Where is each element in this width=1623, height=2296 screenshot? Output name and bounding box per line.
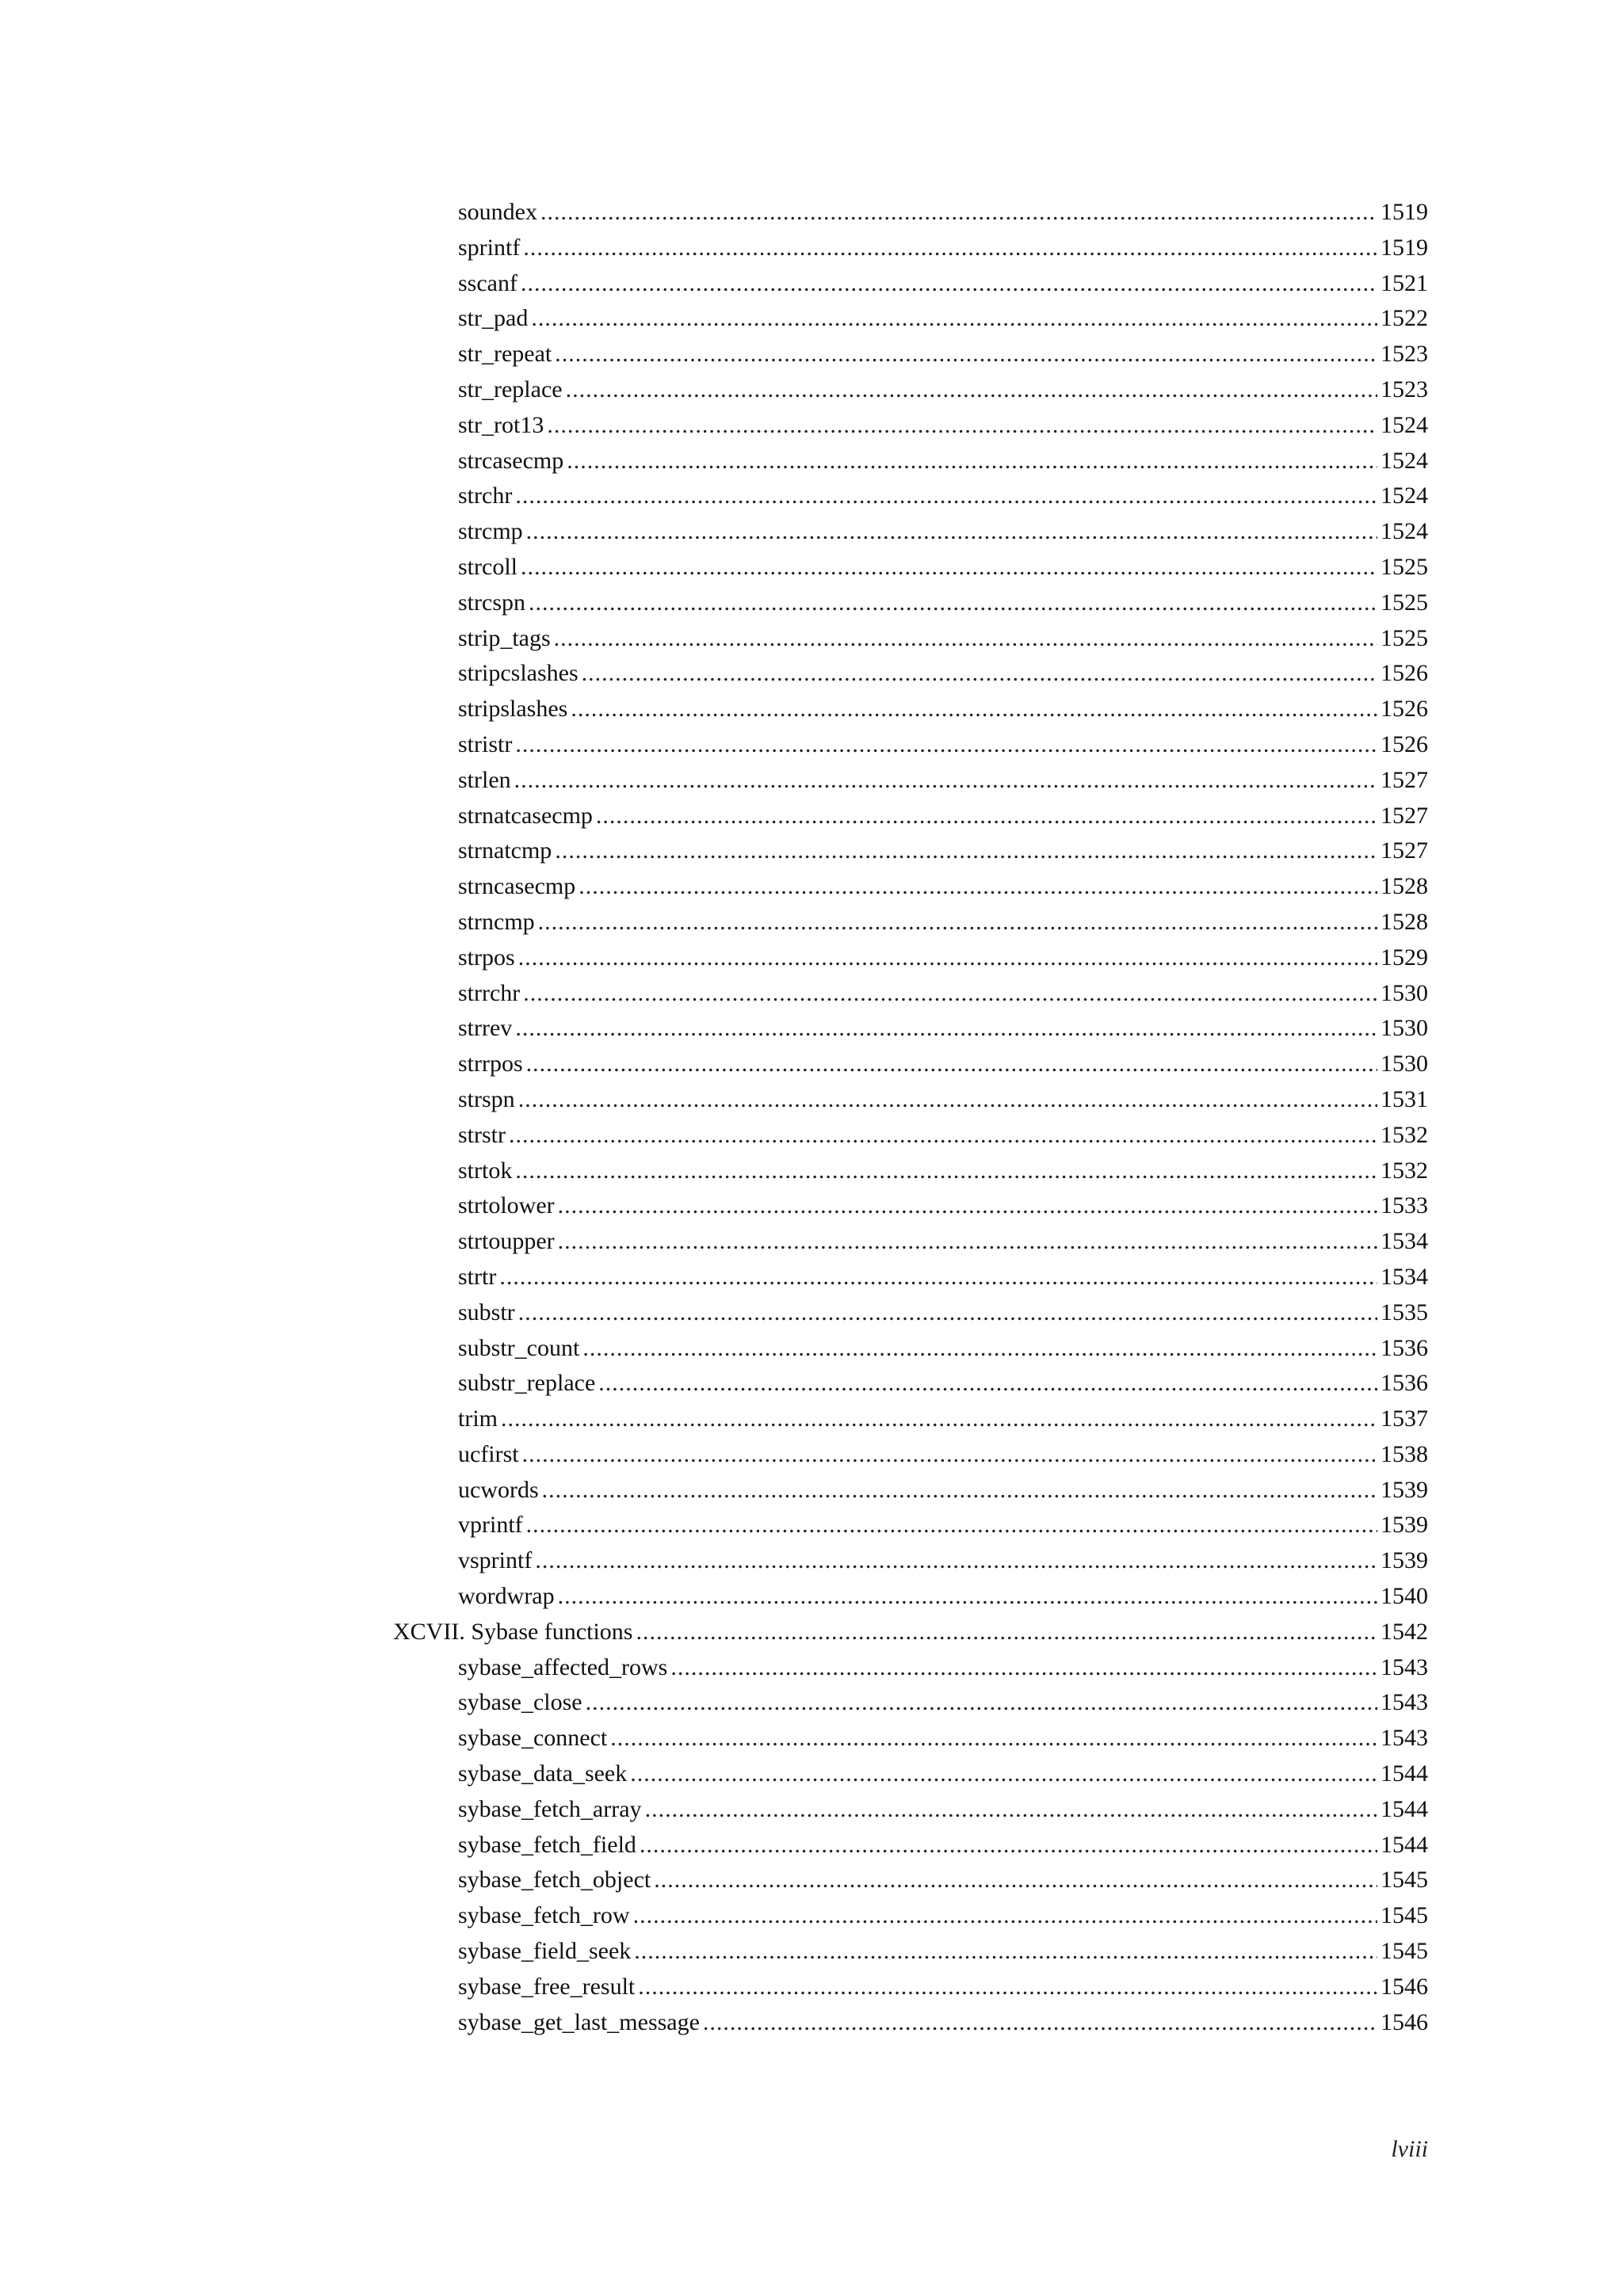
- toc-entry-row: [458, 1721, 1428, 1756]
- toc-entry-page-number: 1535: [1381, 1299, 1428, 1325]
- toc-entry-page-number: 1544: [1381, 1831, 1428, 1858]
- toc-entry[interactable]: [0, 408, 1623, 444]
- dot-leader: [567, 444, 1377, 479]
- dot-leader: [654, 1863, 1377, 1898]
- toc-entry-label: stripcslashes: [458, 660, 579, 687]
- toc-entry-row: [458, 1473, 1428, 1508]
- toc-entry-row: [458, 1579, 1428, 1615]
- toc-entry-row: [458, 763, 1428, 799]
- toc-entry-row: [458, 1260, 1428, 1295]
- toc-entry[interactable]: [0, 1650, 1623, 1686]
- dot-leader: [542, 1473, 1377, 1508]
- toc-entry[interactable]: [0, 1543, 1623, 1579]
- toc-entry-row: [458, 799, 1428, 834]
- dot-leader: [526, 514, 1377, 550]
- toc-entry[interactable]: [0, 1756, 1623, 1792]
- toc-entry-row: [458, 905, 1428, 940]
- toc-entry[interactable]: [0, 1154, 1623, 1189]
- toc-entry-label: sybase_get_last_message: [458, 2008, 700, 2035]
- toc-entry-page-number: 1536: [1381, 1334, 1428, 1361]
- toc-entry[interactable]: [0, 1508, 1623, 1543]
- toc-entry[interactable]: [0, 1082, 1623, 1118]
- page-number: lviii: [1391, 2136, 1428, 2162]
- toc-entry-row: [458, 833, 1428, 869]
- toc-entry-page-number: 1524: [1381, 518, 1428, 545]
- dot-leader: [582, 656, 1377, 692]
- toc-entry-row: [458, 514, 1428, 550]
- dot-leader: [640, 1828, 1377, 1863]
- dot-leader: [638, 1970, 1377, 2005]
- toc-entry-row: [458, 656, 1428, 692]
- toc-entry-label: sscanf: [458, 269, 517, 296]
- toc-entry[interactable]: [0, 514, 1623, 550]
- dot-leader: [579, 869, 1377, 905]
- toc-entry-label: strlen: [458, 766, 511, 793]
- toc-entry-label: sybase_field_seek: [458, 1938, 632, 1965]
- toc-entry[interactable]: [0, 1898, 1623, 1934]
- toc-entry[interactable]: [0, 656, 1623, 692]
- toc-entry-label: strtolower: [458, 1192, 555, 1219]
- toc-entry[interactable]: [0, 2005, 1623, 2041]
- dot-leader: [636, 1615, 1377, 1650]
- toc-entry-label: wordwrap: [458, 1583, 555, 1610]
- toc-entry-label: strnatcasecmp: [458, 802, 593, 829]
- toc-entry-label: vprintf: [458, 1512, 523, 1539]
- dot-leader: [554, 621, 1377, 657]
- toc-entry-label: strtoupper: [458, 1228, 555, 1255]
- toc-entry-page-number: 1531: [1381, 1085, 1428, 1112]
- toc-entry-label: strcasecmp: [458, 447, 564, 474]
- toc-entry-row: [458, 550, 1428, 585]
- toc-entry[interactable]: [0, 799, 1623, 834]
- toc-entry-row: [458, 408, 1428, 444]
- toc-entry[interactable]: [0, 1366, 1623, 1402]
- toc-entry-page-number: 1523: [1381, 341, 1428, 368]
- toc-entry-page-number: 1536: [1381, 1370, 1428, 1397]
- toc-entry-page-number: 1529: [1381, 944, 1428, 971]
- dot-leader: [547, 408, 1377, 444]
- dot-leader: [509, 1118, 1377, 1154]
- toc-entry-page-number: 1528: [1381, 873, 1428, 900]
- toc-entry[interactable]: [0, 1331, 1623, 1367]
- toc-entry-page-number: 1546: [1381, 2008, 1428, 2035]
- toc-entry-row: [458, 1650, 1428, 1686]
- toc-entry-page-number: 1544: [1381, 1760, 1428, 1787]
- toc-entry-page-number: 1523: [1381, 376, 1428, 402]
- toc-entry-row: [458, 1792, 1428, 1828]
- toc-entry[interactable]: [0, 1863, 1623, 1898]
- toc-entry-label: str_rot13: [458, 411, 544, 438]
- dot-leader: [515, 727, 1377, 763]
- toc-entry[interactable]: [0, 479, 1623, 514]
- dot-leader: [518, 1295, 1377, 1331]
- toc-entry[interactable]: [0, 1970, 1623, 2005]
- toc-entry-label: str_repeat: [458, 341, 552, 368]
- toc-entry-page-number: 1537: [1381, 1405, 1428, 1432]
- toc-entry-page-number: 1521: [1381, 269, 1428, 296]
- toc-entry-page-number: 1533: [1381, 1192, 1428, 1219]
- toc-entry-page-number: 1545: [1381, 1938, 1428, 1965]
- toc-entry-page-number: 1530: [1381, 1015, 1428, 1042]
- toc-entry[interactable]: [0, 1437, 1623, 1473]
- toc-entry[interactable]: [0, 1792, 1623, 1828]
- toc-entry-page-number: 1532: [1381, 1121, 1428, 1148]
- toc-entry-label: strcoll: [458, 553, 517, 580]
- dot-leader: [558, 1188, 1377, 1224]
- toc-entry[interactable]: [0, 550, 1623, 585]
- dot-leader: [522, 1437, 1377, 1473]
- toc-entry-label: soundex: [458, 199, 537, 225]
- toc-entry-row: [458, 1154, 1428, 1189]
- toc-entry[interactable]: [0, 372, 1623, 408]
- toc-entry-label: strchr: [458, 482, 513, 509]
- toc-entry-row: [458, 869, 1428, 905]
- dot-leader: [558, 1224, 1377, 1260]
- toc-entry[interactable]: [0, 976, 1623, 1012]
- dot-leader: [535, 1543, 1377, 1579]
- toc-entry-row: [458, 1295, 1428, 1331]
- toc-entry-row: [458, 1437, 1428, 1473]
- dot-leader: [558, 1579, 1377, 1615]
- toc-entry-label: ucfirst: [458, 1440, 519, 1467]
- toc-entry-row: [458, 1011, 1428, 1047]
- toc-entry-label: strpos: [458, 944, 515, 971]
- dot-leader: [630, 1756, 1377, 1792]
- toc-entry-row: [458, 727, 1428, 763]
- toc-entry[interactable]: [0, 1011, 1623, 1047]
- dot-leader: [670, 1650, 1377, 1686]
- dot-leader: [703, 2005, 1377, 2041]
- toc-entry-row: [458, 266, 1428, 302]
- toc-entry-page-number: 1519: [1381, 234, 1428, 261]
- toc-entry-row: [458, 1934, 1428, 1970]
- toc-entry-page-number: 1534: [1381, 1228, 1428, 1255]
- toc-entry-label: strspn: [458, 1085, 515, 1112]
- toc-entry-label: strncmp: [458, 908, 535, 935]
- toc-entry-row: [458, 479, 1428, 514]
- toc-entry-label: strnatcmp: [458, 837, 552, 864]
- toc-entry[interactable]: [0, 1047, 1623, 1082]
- toc-entry-page-number: 1522: [1381, 305, 1428, 332]
- toc-entry[interactable]: [0, 763, 1623, 799]
- dot-leader: [515, 1011, 1377, 1047]
- dot-leader: [555, 833, 1377, 869]
- toc-entry-label: substr_replace: [458, 1370, 596, 1397]
- toc-entry-page-number: 1525: [1381, 589, 1428, 616]
- toc-entry-page-number: 1526: [1381, 660, 1428, 687]
- toc-entry-page-number: 1526: [1381, 730, 1428, 757]
- dot-leader: [538, 905, 1377, 940]
- toc-entry[interactable]: [0, 905, 1623, 940]
- dot-leader: [501, 1402, 1377, 1437]
- dot-leader: [514, 763, 1377, 799]
- dot-leader: [571, 692, 1377, 727]
- dot-leader: [515, 479, 1377, 514]
- dot-leader: [521, 550, 1377, 585]
- toc-entry-row: [458, 1118, 1428, 1154]
- toc-entry-row: [458, 301, 1428, 337]
- toc-entry-page-number: 1545: [1381, 1867, 1428, 1894]
- toc-entry-page-number: 1524: [1381, 447, 1428, 474]
- toc-entry-label: strcmp: [458, 518, 523, 545]
- toc-entry[interactable]: [0, 621, 1623, 657]
- toc-entry[interactable]: [0, 692, 1623, 727]
- dot-leader: [598, 1366, 1377, 1402]
- toc-entry-label: vsprintf: [458, 1547, 533, 1574]
- toc-entry-row: [458, 1543, 1428, 1579]
- dot-leader: [526, 1508, 1377, 1543]
- toc-entry-page-number: 1528: [1381, 908, 1428, 935]
- dot-leader: [518, 940, 1377, 976]
- toc-entry-label: stripslashes: [458, 696, 568, 723]
- toc-entry-row: [458, 372, 1428, 408]
- toc-entry-label: strrev: [458, 1015, 513, 1042]
- toc-entry[interactable]: [0, 337, 1623, 372]
- toc-entry-label: sybase_close: [458, 1689, 582, 1716]
- toc-entry-label: sybase_fetch_array: [458, 1795, 642, 1822]
- toc-entry-row: [393, 1615, 1428, 1650]
- dot-leader: [499, 1260, 1377, 1295]
- toc-entry[interactable]: [0, 727, 1623, 763]
- toc-entry[interactable]: [0, 444, 1623, 479]
- toc-entry[interactable]: [0, 1579, 1623, 1615]
- toc-entry[interactable]: [0, 1188, 1623, 1224]
- toc-entry-row: [458, 1366, 1428, 1402]
- toc-entry-label: sybase_fetch_row: [458, 1902, 630, 1929]
- dot-leader: [555, 337, 1377, 372]
- toc-entry-page-number: 1526: [1381, 696, 1428, 723]
- toc-entry-page-number: 1539: [1381, 1512, 1428, 1539]
- toc-entry-label: sybase_data_seek: [458, 1760, 628, 1787]
- toc-entry[interactable]: [0, 195, 1623, 231]
- toc-entry-page-number: 1543: [1381, 1653, 1428, 1680]
- toc-entry-row: [458, 1047, 1428, 1082]
- toc-entry-row: [458, 1970, 1428, 2005]
- toc-entry-label: stristr: [458, 730, 513, 757]
- toc-entry-row: [458, 337, 1428, 372]
- toc-entry[interactable]: [0, 869, 1623, 905]
- toc-entry-label: strrchr: [458, 979, 521, 1006]
- toc-entry-row: [458, 692, 1428, 727]
- dot-leader: [515, 1154, 1377, 1189]
- toc-entry-page-number: 1540: [1381, 1583, 1428, 1610]
- dot-leader: [633, 1898, 1377, 1934]
- toc-entry-row: [458, 1188, 1428, 1224]
- toc-section-entry[interactable]: [0, 1615, 1623, 1650]
- dot-leader: [596, 799, 1377, 834]
- dot-leader: [540, 195, 1377, 231]
- toc-entry-label: str_replace: [458, 376, 563, 402]
- toc-entry-label: sybase_free_result: [458, 1973, 636, 2000]
- toc-entry-label: sybase_affected_rows: [458, 1653, 668, 1680]
- toc-entry[interactable]: [0, 1685, 1623, 1721]
- toc-entry-page-number: 1527: [1381, 766, 1428, 793]
- toc-entry-row: [458, 940, 1428, 976]
- toc-entry-page-number: 1532: [1381, 1157, 1428, 1184]
- toc-entry-row: [458, 621, 1428, 657]
- toc-entry-page-number: 1530: [1381, 979, 1428, 1006]
- toc-entry-page-number: 1546: [1381, 1973, 1428, 2000]
- toc-entry-page-number: 1538: [1381, 1440, 1428, 1467]
- dot-leader: [531, 301, 1377, 337]
- toc-entry-label: substr_count: [458, 1334, 580, 1361]
- toc-entry[interactable]: [0, 266, 1623, 302]
- toc-entry-row: [458, 1508, 1428, 1543]
- toc-entry-page-number: 1534: [1381, 1263, 1428, 1290]
- toc-entry-label: strip_tags: [458, 624, 551, 651]
- toc-entry-row: [458, 1331, 1428, 1367]
- dot-leader: [610, 1721, 1377, 1756]
- toc-entry-label: strstr: [458, 1121, 506, 1148]
- table-of-contents: [0, 195, 1623, 2040]
- dot-leader: [586, 1685, 1377, 1721]
- toc-entry-label: trim: [458, 1405, 498, 1432]
- dot-leader: [529, 585, 1377, 621]
- toc-entry-label: strncasecmp: [458, 873, 576, 900]
- dot-leader: [582, 1331, 1377, 1367]
- toc-entry-page-number: 1545: [1381, 1902, 1428, 1929]
- toc-entry-label: XCVII. Sybase functions: [393, 1618, 633, 1645]
- toc-entry-label: sybase_connect: [458, 1725, 608, 1752]
- toc-entry-page-number: 1524: [1381, 482, 1428, 509]
- dot-leader: [526, 1047, 1377, 1082]
- toc-entry-page-number: 1544: [1381, 1795, 1428, 1822]
- toc-entry-page-number: 1543: [1381, 1725, 1428, 1752]
- toc-entry[interactable]: [0, 1118, 1623, 1154]
- toc-entry-page-number: 1542: [1381, 1618, 1428, 1645]
- toc-entry-row: [458, 1863, 1428, 1898]
- toc-entry-row: [458, 195, 1428, 231]
- toc-entry-page-number: 1524: [1381, 411, 1428, 438]
- dot-leader: [645, 1792, 1377, 1828]
- toc-entry-label: strtr: [458, 1263, 497, 1290]
- dot-leader: [634, 1934, 1377, 1970]
- toc-entry[interactable]: [0, 1828, 1623, 1863]
- dot-leader: [566, 372, 1377, 408]
- dot-leader: [521, 266, 1377, 302]
- toc-entry-row: [458, 1898, 1428, 1934]
- toc-entry[interactable]: [0, 231, 1623, 266]
- toc-entry-row: [458, 1224, 1428, 1260]
- toc-entry-page-number: 1527: [1381, 837, 1428, 864]
- toc-entry-row: [458, 976, 1428, 1012]
- toc-entry-label: ucwords: [458, 1476, 539, 1503]
- toc-entry-row: [458, 1402, 1428, 1437]
- toc-entry-row: [458, 1082, 1428, 1118]
- toc-entry[interactable]: [0, 585, 1623, 621]
- toc-entry-label: strcspn: [458, 589, 525, 616]
- toc-entry-page-number: 1519: [1381, 199, 1428, 225]
- toc-entry-row: [458, 444, 1428, 479]
- toc-entry-page-number: 1543: [1381, 1689, 1428, 1716]
- toc-entry-label: sprintf: [458, 234, 521, 261]
- toc-entry-page-number: 1525: [1381, 553, 1428, 580]
- toc-entry-row: [458, 231, 1428, 266]
- dot-leader: [518, 1082, 1377, 1118]
- toc-entry-label: str_pad: [458, 305, 529, 332]
- toc-entry-row: [458, 1685, 1428, 1721]
- dot-leader: [523, 976, 1377, 1012]
- toc-entry[interactable]: [0, 1721, 1623, 1756]
- toc-entry-row: [458, 585, 1428, 621]
- toc-entry-page-number: 1530: [1381, 1051, 1428, 1077]
- toc-entry-page-number: 1539: [1381, 1547, 1428, 1574]
- toc-entry-page-number: 1539: [1381, 1476, 1428, 1503]
- toc-entry-page-number: 1527: [1381, 802, 1428, 829]
- toc-entry-label: strtok: [458, 1157, 513, 1184]
- toc-entry-row: [458, 1828, 1428, 1863]
- toc-entry-row: [458, 2005, 1428, 2041]
- toc-entry-label: sybase_fetch_object: [458, 1867, 651, 1894]
- toc-entry[interactable]: [0, 940, 1623, 976]
- toc-entry[interactable]: [0, 1402, 1623, 1437]
- toc-entry[interactable]: [0, 1295, 1623, 1331]
- toc-entry[interactable]: [0, 833, 1623, 869]
- toc-entry-label: sybase_fetch_field: [458, 1831, 636, 1858]
- toc-entry[interactable]: [0, 301, 1623, 337]
- toc-entry[interactable]: [0, 1473, 1623, 1508]
- toc-entry[interactable]: [0, 1224, 1623, 1260]
- toc-entry-label: substr: [458, 1299, 515, 1325]
- toc-entry[interactable]: [0, 1260, 1623, 1295]
- dot-leader: [523, 231, 1377, 266]
- toc-entry[interactable]: [0, 1934, 1623, 1970]
- toc-entry-page-number: 1525: [1381, 624, 1428, 651]
- toc-entry-label: strrpos: [458, 1051, 523, 1077]
- toc-entry-row: [458, 1756, 1428, 1792]
